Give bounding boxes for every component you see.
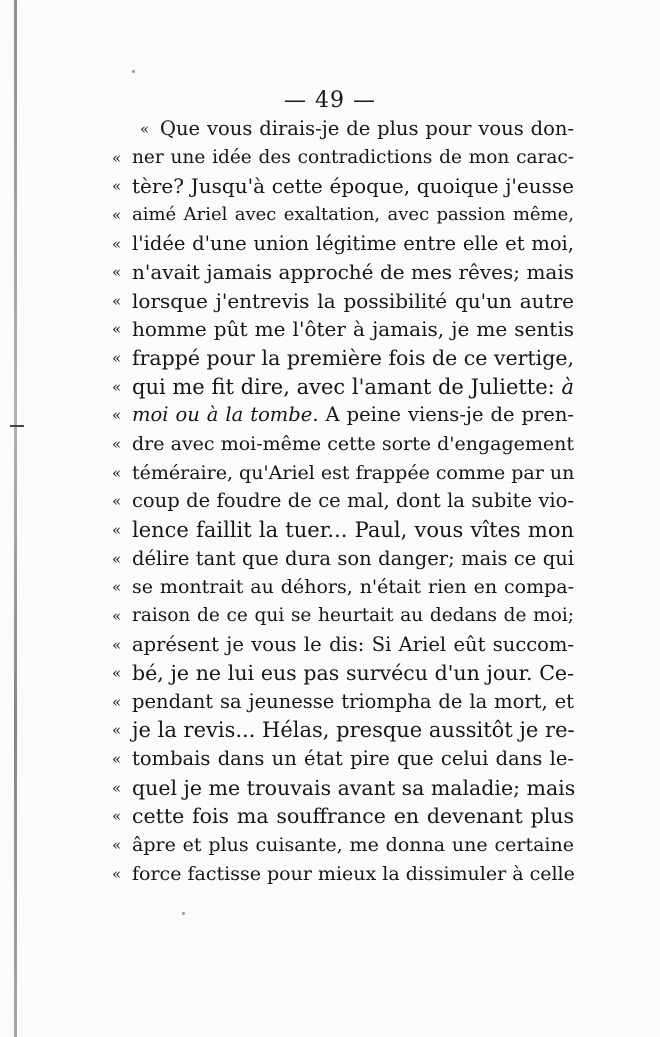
text-line: « bé, je ne lui eus pas survécu d'un jour. Ce- (112, 659, 574, 688)
text-line: « pendant sa jeunesse triompha de la mort, et (112, 688, 574, 717)
quote-mark: « (112, 520, 122, 539)
text-line: « se montrait au déhors, n'était rien en compa- (112, 573, 574, 602)
text-line: « quel je me trouvais avant sa maladie; mais (112, 774, 574, 803)
binding-mark (10, 425, 24, 427)
quote-mark: « (112, 578, 122, 597)
quote-mark: « (112, 148, 122, 167)
quote-mark: « (112, 864, 122, 883)
text-line: « tère? Jusqu'à cette époque, quoique j'eusse (112, 172, 574, 201)
text-line: « qui me fit dire, avec l'amant de Juliette: à (112, 373, 574, 402)
quote-mark: « (112, 721, 122, 740)
quote-mark: « (112, 492, 122, 511)
text-line: « frappé pour la première fois de ce vertige, (112, 344, 574, 373)
quote-mark: « (140, 120, 150, 138)
text-line: « lorsque j'entrevis la possibilité qu'un autre (112, 287, 574, 316)
text-line: « l'idée d'une union légitime entre elle et moi, (112, 230, 574, 259)
page-binding-edge (14, 0, 17, 1037)
paper-speck (132, 70, 135, 73)
text-line: « raison de ce qui se heurtait au dedans de moi; (112, 602, 574, 631)
italic-text: à (561, 374, 574, 399)
text-line: « Que vous dirais-je de plus pour vous don- (112, 115, 574, 144)
quote-mark: « (112, 778, 122, 797)
text-line: « tombais dans un état pire que celui dans le- (112, 745, 574, 774)
quote-mark: « (112, 177, 122, 196)
text-line: « je la revis... Hélas, presque aussitôt je re- (112, 716, 574, 745)
text-line: « n'avait jamais approché de mes rêves; mais (112, 258, 574, 287)
text-line: « moi ou à la tombe. A peine viens-je de pren- (112, 401, 574, 430)
quote-mark: « (112, 205, 122, 224)
text-line: « coup de foudre de ce mal, dont la subite vio- (112, 487, 574, 516)
text-line: « cette fois ma souffrance en devenant plus (112, 802, 574, 831)
quote-mark: « (112, 435, 122, 454)
text-line: « délire tant que dura son danger; mais ce qui (112, 545, 574, 574)
quote-mark: « (112, 291, 122, 310)
text-line: « dre avec moi-même cette sorte d'engagement (112, 430, 574, 459)
quote-mark: « (112, 234, 122, 253)
quote-mark: « (112, 406, 122, 425)
quote-mark: « (112, 750, 122, 769)
text-line: « force factisse pour mieux la dissimuler à celle (112, 860, 574, 889)
quote-mark: « (112, 349, 122, 368)
page-number: — 49 — (284, 88, 376, 113)
text-line: « âpre et plus cuisante, me donna une certaine (112, 831, 574, 860)
quote-mark: « (112, 692, 122, 711)
quote-mark: « (112, 807, 122, 826)
quote-mark: « (112, 635, 122, 654)
text-line: « aprésent je vous le dis: Si Ariel eût succom- (112, 631, 574, 660)
text-line: « homme pût me l'ôter à jamais, je me sentis (112, 315, 574, 344)
quote-mark: « (112, 549, 122, 568)
body-text (112, 115, 574, 888)
quote-mark: « (112, 664, 122, 683)
text-line: « aimé Ariel avec exaltation, avec passion même, (112, 201, 574, 230)
quote-mark: « (112, 836, 122, 855)
italic-text: moi ou à la tombe. (132, 403, 319, 427)
text-line: « téméraire, qu'Ariel est frappée comme par un (112, 459, 574, 488)
text-line: « lence faillit la tuer... Paul, vous vîtes mon (112, 516, 574, 545)
paper-speck (182, 912, 185, 915)
quote-mark: « (112, 377, 122, 396)
quote-mark: « (112, 606, 122, 625)
text-line: « ner une idée des contradictions de mon carac- (112, 144, 574, 173)
quote-mark: « (112, 463, 122, 482)
quote-mark: « (112, 320, 122, 339)
quote-mark: « (112, 263, 122, 282)
